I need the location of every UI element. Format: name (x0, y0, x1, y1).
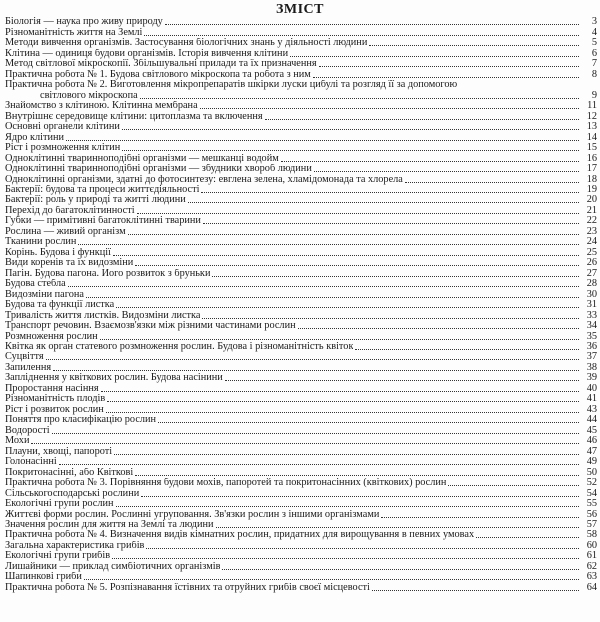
toc-entry-title: Ріст і розвиток рослин (5, 404, 104, 415)
dot-leader (114, 454, 579, 455)
toc-entry-page-number: 57 (586, 518, 597, 530)
toc-entry[interactable] (0, 153, 600, 163)
toc-entry[interactable] (0, 425, 600, 435)
toc-entry-title: Екологічні групи рослин (5, 499, 114, 510)
toc-entry[interactable] (0, 122, 600, 132)
dot-leader (144, 35, 579, 36)
toc-entry-page-number: 7 (591, 58, 597, 70)
toc-entry-page-number: 6 (591, 47, 597, 59)
toc-entry[interactable] (0, 383, 600, 393)
toc-entry-page-number: 44 (586, 414, 597, 426)
toc-entry-page-number: 49 (586, 456, 597, 468)
toc-entry-page-number: 64 (586, 581, 597, 593)
toc-entry-page-number: 8 (591, 68, 597, 80)
dot-leader (135, 475, 579, 476)
dot-leader (290, 56, 579, 57)
toc-entry[interactable] (0, 321, 600, 331)
toc-entry-page-number: 21 (586, 204, 597, 216)
toc-entry-page-number: 54 (586, 487, 597, 499)
dot-leader (128, 234, 579, 235)
dot-leader (116, 307, 579, 308)
toc-entry[interactable] (0, 478, 600, 488)
dot-leader (100, 339, 579, 340)
toc-entry[interactable] (0, 268, 600, 278)
toc-entry[interactable] (0, 540, 600, 550)
toc-entry[interactable] (0, 342, 600, 352)
toc-entry-title: Сільськогосподарські рослини (5, 488, 140, 499)
dot-leader (216, 527, 579, 528)
toc-entry[interactable] (0, 205, 600, 215)
dot-leader (106, 412, 579, 413)
toc-entry-page-number: 46 (586, 435, 597, 447)
toc-entry-title: Покритонасінні, або Квіткові (5, 467, 134, 478)
toc-entry-title: Тканини рослин (5, 237, 77, 248)
toc-entry-title: Суцвіття (5, 352, 44, 363)
dot-leader (140, 98, 579, 99)
toc-entry[interactable] (0, 216, 600, 226)
dot-leader (212, 276, 579, 277)
dot-leader (122, 150, 579, 151)
toc-entry-title: Життєві форми рослин. Рослинні угруповання. Зв'язки рослин з іншими організмами (5, 509, 380, 520)
dot-leader (146, 548, 579, 549)
dot-leader (135, 265, 579, 266)
toc-entry-title: Біологія — наука про живу природу (5, 17, 163, 28)
toc-entry-title: Тривалість життя листків. Видозміни листка (5, 310, 201, 321)
toc-entry[interactable] (0, 415, 600, 425)
toc-entry-page-number: 58 (586, 529, 597, 541)
toc-entry-page-number: 37 (586, 351, 597, 363)
toc-entry-page-number: 3 (591, 16, 597, 28)
toc-entry[interactable] (0, 279, 600, 289)
toc-entry[interactable] (0, 27, 600, 37)
toc-entry-title: Клітина — одиниця будови організмів. Історія вивчення клітини (5, 48, 289, 59)
toc-entry-title: Видозміни пагона (5, 289, 84, 300)
toc-entry-title: Практична робота № 5. Розпізнавання їстівних та отруйних грибів своєї місцевості (5, 582, 370, 593)
dot-leader (319, 66, 579, 67)
toc-entry[interactable] (0, 38, 600, 48)
toc-entry[interactable] (0, 80, 600, 90)
dot-leader (225, 380, 579, 381)
dot-leader (476, 537, 579, 538)
toc-entry[interactable] (0, 17, 600, 27)
toc-entry-title: Знайомство з клітиною. Клітинна мембрана (5, 101, 198, 112)
toc-entry-title: Одноклітинні тваринноподібні організми — збудники хвороб людини (5, 164, 312, 175)
toc-entry-title: Квітка як орган статевого розмноження рослин. Будова і різноманітність квіток (5, 342, 354, 352)
toc-entry-title: Одноклітинні організми, здатні до фотосинтезу: евглена зелена, хламідомонада та хлорела (5, 174, 403, 185)
toc-entry-page-number: 40 (586, 382, 597, 394)
toc-list (0, 17, 600, 593)
dot-leader (222, 569, 579, 570)
toc-entry[interactable] (0, 331, 600, 341)
toc-entry[interactable] (0, 48, 600, 58)
dot-leader (101, 391, 579, 392)
toc-entry-title: Методи вивчення організмів. Застосування біологічних знань у діяльності людини (5, 38, 368, 49)
dot-leader (405, 182, 579, 183)
dot-leader (86, 297, 579, 298)
dot-leader (298, 328, 579, 329)
toc-entry[interactable] (0, 530, 600, 540)
toc-entry-page-number: 9 (591, 89, 597, 101)
toc-entry-title: Ріст і розмноження клітин (5, 143, 121, 154)
toc-entry-title: Метод світлової мікроскопії. Збільшувальні прилади та їх призначення (5, 59, 317, 70)
toc-entry-page-number: 23 (586, 225, 597, 237)
toc-entry-title: Губки — примітивні багатоклітинні тварини (5, 216, 201, 227)
toc-entry[interactable] (0, 310, 600, 320)
toc-entry-page-number: 33 (586, 309, 597, 321)
toc-entry-title: Бактерії: роль у природі та житті людини (5, 195, 186, 206)
dot-leader (448, 485, 579, 486)
toc-entry-title: Різноманітність життя на Землі (5, 27, 143, 38)
dot-leader (116, 506, 579, 507)
toc-entry-title: Види коренів та їх видозміни (5, 258, 134, 269)
toc-entry-title: Мохи (5, 436, 30, 447)
toc-entry[interactable] (0, 300, 600, 310)
toc-entry-page-number: 45 (586, 424, 597, 436)
toc-entry-page-number: 30 (586, 288, 597, 300)
dot-leader (355, 349, 579, 350)
toc-entry-page-number: 24 (586, 236, 597, 248)
toc-entry-title: Шапинкові гриби (5, 572, 82, 583)
toc-entry-page-number: 56 (586, 508, 597, 520)
toc-entry-page-number: 34 (586, 320, 597, 332)
toc-entry-title: Поняття про класифікацію рослин (5, 415, 157, 426)
dot-leader (381, 517, 579, 518)
toc-entry-title: Запліднення у квіткових рослин. Будова насінини (5, 373, 223, 384)
toc-entry[interactable] (0, 237, 600, 247)
toc-entry[interactable] (0, 551, 600, 561)
dot-leader (59, 464, 579, 465)
toc-entry-title: Значення рослин для життя на Землі та людини (5, 519, 214, 530)
dot-leader (107, 401, 579, 402)
toc-entry-page-number: 27 (586, 267, 597, 279)
toc-entry-title: Ядро клітини (5, 132, 65, 143)
dot-leader (31, 443, 579, 444)
toc-entry[interactable] (0, 185, 600, 195)
toc-entry-title: Будова та функції листка (5, 300, 115, 311)
toc-entry-page-number: 26 (586, 257, 597, 269)
toc-entry-page-number: 52 (586, 477, 597, 489)
toc-entry-page-number: 11 (587, 100, 597, 112)
toc-entry-page-number: 14 (586, 131, 597, 143)
toc-entry-title: Транспорт речовин. Взаємозв'язки між різними частинами рослин (5, 321, 296, 332)
toc-entry-page-number: 20 (586, 194, 597, 206)
toc-entry-page-number: 13 (586, 121, 597, 133)
toc-entry-title: Практична робота № 1. Будова світлового мікроскопа та робота з ним (5, 69, 311, 80)
toc-entry-page-number: 5 (591, 37, 597, 49)
toc-entry-title: світлового мікроскопа (40, 90, 138, 101)
toc-entry[interactable] (0, 59, 600, 69)
toc-entry[interactable] (0, 404, 600, 414)
toc-entry-page-number: 55 (586, 498, 597, 510)
dot-leader (158, 422, 579, 423)
dot-leader (112, 558, 579, 559)
dot-leader (137, 213, 579, 214)
toc-entry[interactable] (0, 164, 600, 174)
dot-leader (52, 433, 579, 434)
toc-entry-page-number: 4 (591, 26, 597, 38)
toc-entry[interactable] (0, 582, 600, 592)
toc-entry[interactable] (0, 499, 600, 509)
dot-leader (113, 255, 579, 256)
toc-entry[interactable] (0, 90, 600, 100)
toc-entry-page-number: 62 (586, 560, 597, 572)
toc-entry-page-number: 22 (586, 215, 597, 227)
toc-entry-page-number: 60 (586, 539, 597, 551)
toc-entry-title: Голонасінні (5, 457, 57, 468)
toc-entry-title: Практична робота № 4. Визначення видів кімнатних рослин, придатних для вирощування в певних умовах (5, 530, 475, 541)
toc-entry[interactable] (0, 561, 600, 571)
toc-entry-title: Лишайники — приклад симбіотичних організмів (5, 561, 221, 572)
dot-leader (372, 590, 579, 591)
toc-entry-page-number: 16 (586, 152, 597, 164)
toc-entry-title: Рослина — живий організм (5, 226, 126, 237)
toc-entry[interactable] (0, 174, 600, 184)
toc-entry-title: Бактерії: будова та процеси життєдіяльності (5, 184, 200, 195)
toc-entry[interactable] (0, 258, 600, 268)
toc-entry-title: Запилення (5, 362, 52, 373)
dot-leader (281, 161, 579, 162)
toc-entry-page-number: 36 (586, 341, 597, 352)
dot-leader (68, 286, 579, 287)
toc-entry-page-number: 38 (586, 361, 597, 373)
dot-leader (314, 171, 579, 172)
dot-leader (66, 140, 579, 141)
toc-entry[interactable] (0, 69, 600, 79)
toc-entry[interactable] (0, 457, 600, 467)
toc-entry-page-number: 28 (586, 278, 597, 290)
dot-leader (122, 129, 579, 130)
toc-entry-page-number: 25 (586, 246, 597, 258)
toc-entry[interactable] (0, 352, 600, 362)
toc-entry-page-number: 12 (586, 110, 597, 122)
toc-entry-title: Внутрішнє середовище клітини: цитоплазма та включення (5, 111, 263, 122)
dot-leader (165, 24, 579, 25)
toc-entry[interactable] (0, 247, 600, 257)
toc-entry[interactable] (0, 143, 600, 153)
toc-entry[interactable] (0, 572, 600, 582)
dot-leader (202, 318, 579, 319)
toc-entry[interactable] (0, 394, 600, 404)
toc-entry-page-number: 19 (586, 183, 597, 195)
toc-entry[interactable] (0, 289, 600, 299)
toc-entry-title: Практична робота № 3. Порівняння будови мохів, папоротей та покритонасінних (квіткових) рослин (5, 478, 447, 489)
dot-leader (200, 108, 579, 109)
toc-entry-title: Будова стебла (5, 279, 66, 290)
toc-entry-page-number: 35 (586, 330, 597, 342)
toc-entry-page-number: 47 (586, 445, 597, 457)
toc-entry-page-number: 50 (586, 466, 597, 478)
toc-entry[interactable] (0, 195, 600, 205)
toc-entry[interactable] (0, 436, 600, 446)
toc-entry[interactable] (0, 446, 600, 456)
dot-leader (141, 496, 579, 497)
toc-entry-page-number: 17 (586, 163, 597, 175)
toc-entry[interactable] (0, 132, 600, 142)
toc-entry[interactable] (0, 373, 600, 383)
toc-entry-page-number: 61 (586, 550, 597, 562)
toc-entry-title: Плауни, хвощі, папороті (5, 446, 113, 457)
page-title: ЗМІСТ (276, 2, 324, 17)
toc-entry[interactable] (0, 226, 600, 236)
toc-entry-title: Основні органели клітини (5, 122, 120, 133)
toc-entry-title: Перехід до багатоклітинності (5, 205, 135, 216)
toc-entry-title: Водорості (5, 425, 50, 436)
dot-leader (53, 370, 579, 371)
toc-entry-page-number: 41 (586, 393, 597, 405)
dot-leader (188, 202, 579, 203)
toc-entry-title: Екологічні групи грибів (5, 551, 111, 562)
toc-entry-page-number: 18 (586, 173, 597, 185)
toc-entry-title: Одноклітинні тваринноподібні організми — мешканці водойм (5, 153, 279, 164)
toc-entry[interactable] (0, 111, 600, 121)
toc-entry-page-number: 43 (586, 403, 597, 415)
toc-entry-page-number: 15 (586, 142, 597, 154)
toc-entry-title: Корінь. Будова і функції (5, 247, 112, 258)
toc-entry-title: Розмноження рослин (5, 331, 98, 342)
dot-leader (313, 77, 579, 78)
dot-leader (201, 192, 579, 193)
toc-entry-page-number: 39 (586, 372, 597, 384)
toc-entry[interactable] (0, 509, 600, 519)
toc-entry[interactable] (0, 520, 600, 530)
dot-leader (265, 119, 579, 120)
dot-leader (46, 359, 579, 360)
dot-leader (84, 579, 579, 580)
toc-entry-title: Проростання насіння (5, 383, 99, 394)
toc-entry[interactable] (0, 488, 600, 498)
toc-entry[interactable] (0, 362, 600, 372)
dot-leader (369, 45, 579, 46)
toc-entry-title: Різноманітність плодів (5, 394, 106, 405)
toc-entry-page-number: 31 (586, 299, 597, 311)
dot-leader (203, 223, 579, 224)
toc-entry[interactable] (0, 467, 600, 477)
toc-entry-page-number: 63 (586, 571, 597, 583)
toc-entry-title: Пагін. Будова пагона. Його розвиток з бруньки (5, 268, 211, 279)
toc-entry-title: Практична робота № 2. Виготовлення мікропрепаратів шкірки луски цибулі та розгляд її за допомогою (5, 80, 458, 91)
dot-leader (78, 244, 579, 245)
toc-entry-title: Загальна характеристика грибів (5, 540, 145, 551)
toc-entry[interactable] (0, 101, 600, 111)
